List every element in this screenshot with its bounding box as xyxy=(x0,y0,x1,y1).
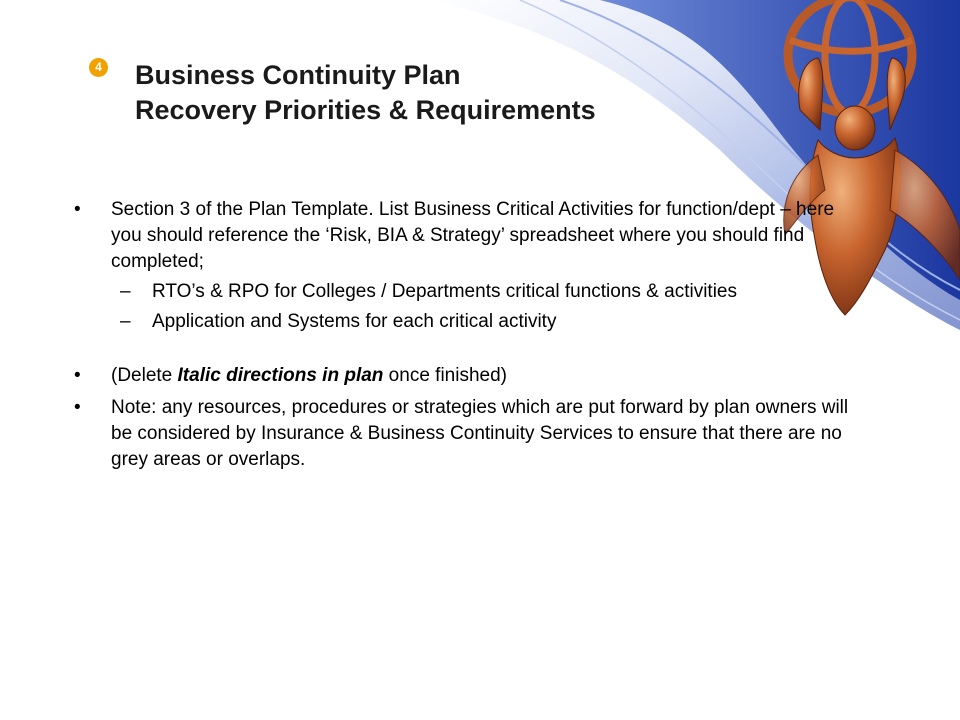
sub-bullet-dash: – xyxy=(120,311,131,332)
section-number-badge: 4 xyxy=(89,58,108,77)
sub-item-text: RTO’s & RPO for Colleges / Departments critical functions & activities xyxy=(152,281,737,302)
bullet-list xyxy=(72,197,852,473)
bullet-item-delete-italic xyxy=(72,363,852,389)
bullet-text-emphasis: Italic directions in plan xyxy=(177,365,384,386)
sub-item-rto-rpo xyxy=(72,279,852,305)
bullet-mark: • xyxy=(74,365,81,386)
title-line-1: Business Continuity Plan xyxy=(135,60,461,90)
title-line-2: Recovery Priorities & Requirements xyxy=(135,95,596,125)
slide-title xyxy=(135,58,596,128)
bullet-text: Section 3 of the Plan Template. List Business Critical Activities for function/dept – here you should reference the ‘Risk, BIA & Strategy’ spreadsheet where you should find completed; xyxy=(111,199,835,272)
bullet-item-note xyxy=(72,395,852,473)
sub-bullet-dash: – xyxy=(120,281,131,302)
bullet-mark: • xyxy=(74,397,81,418)
bullet-text-suffix: once finished) xyxy=(383,365,507,386)
bullet-text: Note: any resources, procedures or strategies which are put forward by plan owners will be considered by Insurance & Business Continuity Services to ensure that there are no grey areas or overlaps. xyxy=(111,397,849,470)
sub-item-text: Application and Systems for each critical activity xyxy=(152,311,557,332)
bullet-text-prefix: (Delete xyxy=(111,365,178,386)
sub-item-applications xyxy=(72,309,852,335)
bullet-item-section3 xyxy=(72,197,852,275)
bullet-mark: • xyxy=(74,199,81,220)
